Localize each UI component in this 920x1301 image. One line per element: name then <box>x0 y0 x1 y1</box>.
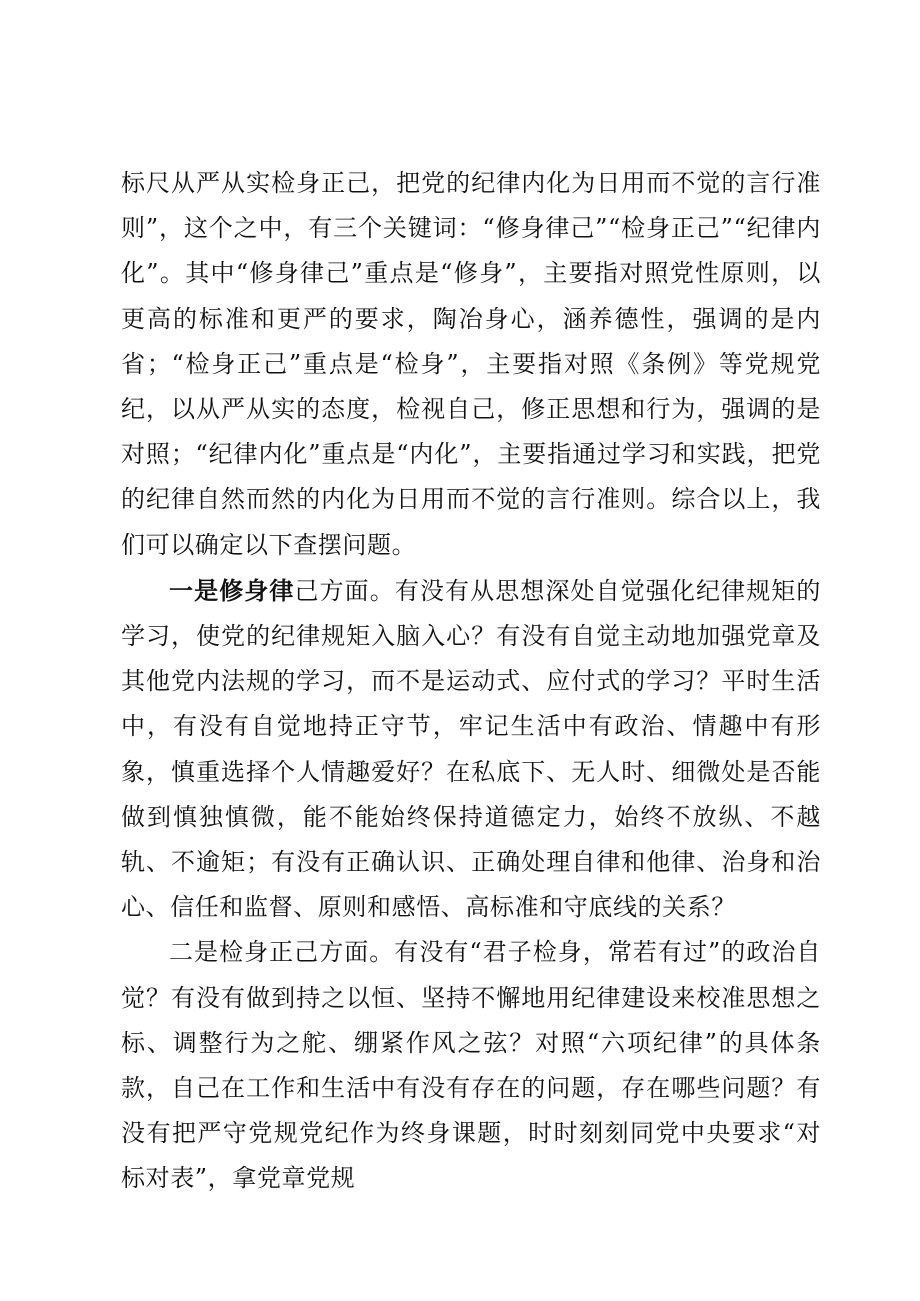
paragraph-self-discipline <box>121 568 821 931</box>
paragraph-continuation: 标尺从严从实检身正己，把党的纪律内化为日用而不觉的言行准则”，这个之中，有三个关键词：“修身律己”“检身正己”“纪律内化”。其中“修身律己”重点是“修身”，主要指对照党性原则，以更高的标准和更严的要求，陶冶身心，涵养德性，强调的是内省；“检身正己”重点是“检身”，主要指对照《条例》等党规党纪，以从严从实的态度，检视自己，修正思想和行为，强调的是对照；“纪律内化”重点是“内化”，主要指通过学习和实践，把党的纪律自然而然的内化为日用而不觉的言行准则。综合以上，我们可以确定以下查摆问题。 <box>121 169 821 559</box>
paragraph-lead-text: 一是修身律 <box>169 575 295 605</box>
paragraph-self-examination: 二是检身正己方面。有没有“君子检身，常若有过”的政治自觉？有没有做到持之以恒、坚持不懈地用纪律建设来校准思想之标、调整行为之舵、绷紧作风之弦？对照“六项纪律”的具体条款，自己在工作和生活中有没有存在的问题，存在哪些问题？有没有把严守党规党纪作为终身课题，时时刻刻同党中央要求“对标对表”，拿党章党规 <box>121 938 821 1193</box>
document-body <box>121 161 821 1202</box>
paragraph-body-text: 己方面。有没有从思想深处自觉强化纪律规矩的学习，使党的纪律规矩入脑入心？有没有自觉主动地加强党章及其他党内法规的学习，而不是运动式、应付式的学习？平时生活中，有没有自觉地持正守节，牢记生活中有政治、情趣中有形象，慎重选择个人情趣爱好？在私底下、无人时、细微处是否能做到慎独慎微，能不能始终保持道德定力，始终不放纵、不越轨、不逾矩；有没有正确认识、正确处理自律和他律、治身和治心、信任和监督、原则和感悟、高标准和守底线的关系？ <box>121 576 821 922</box>
